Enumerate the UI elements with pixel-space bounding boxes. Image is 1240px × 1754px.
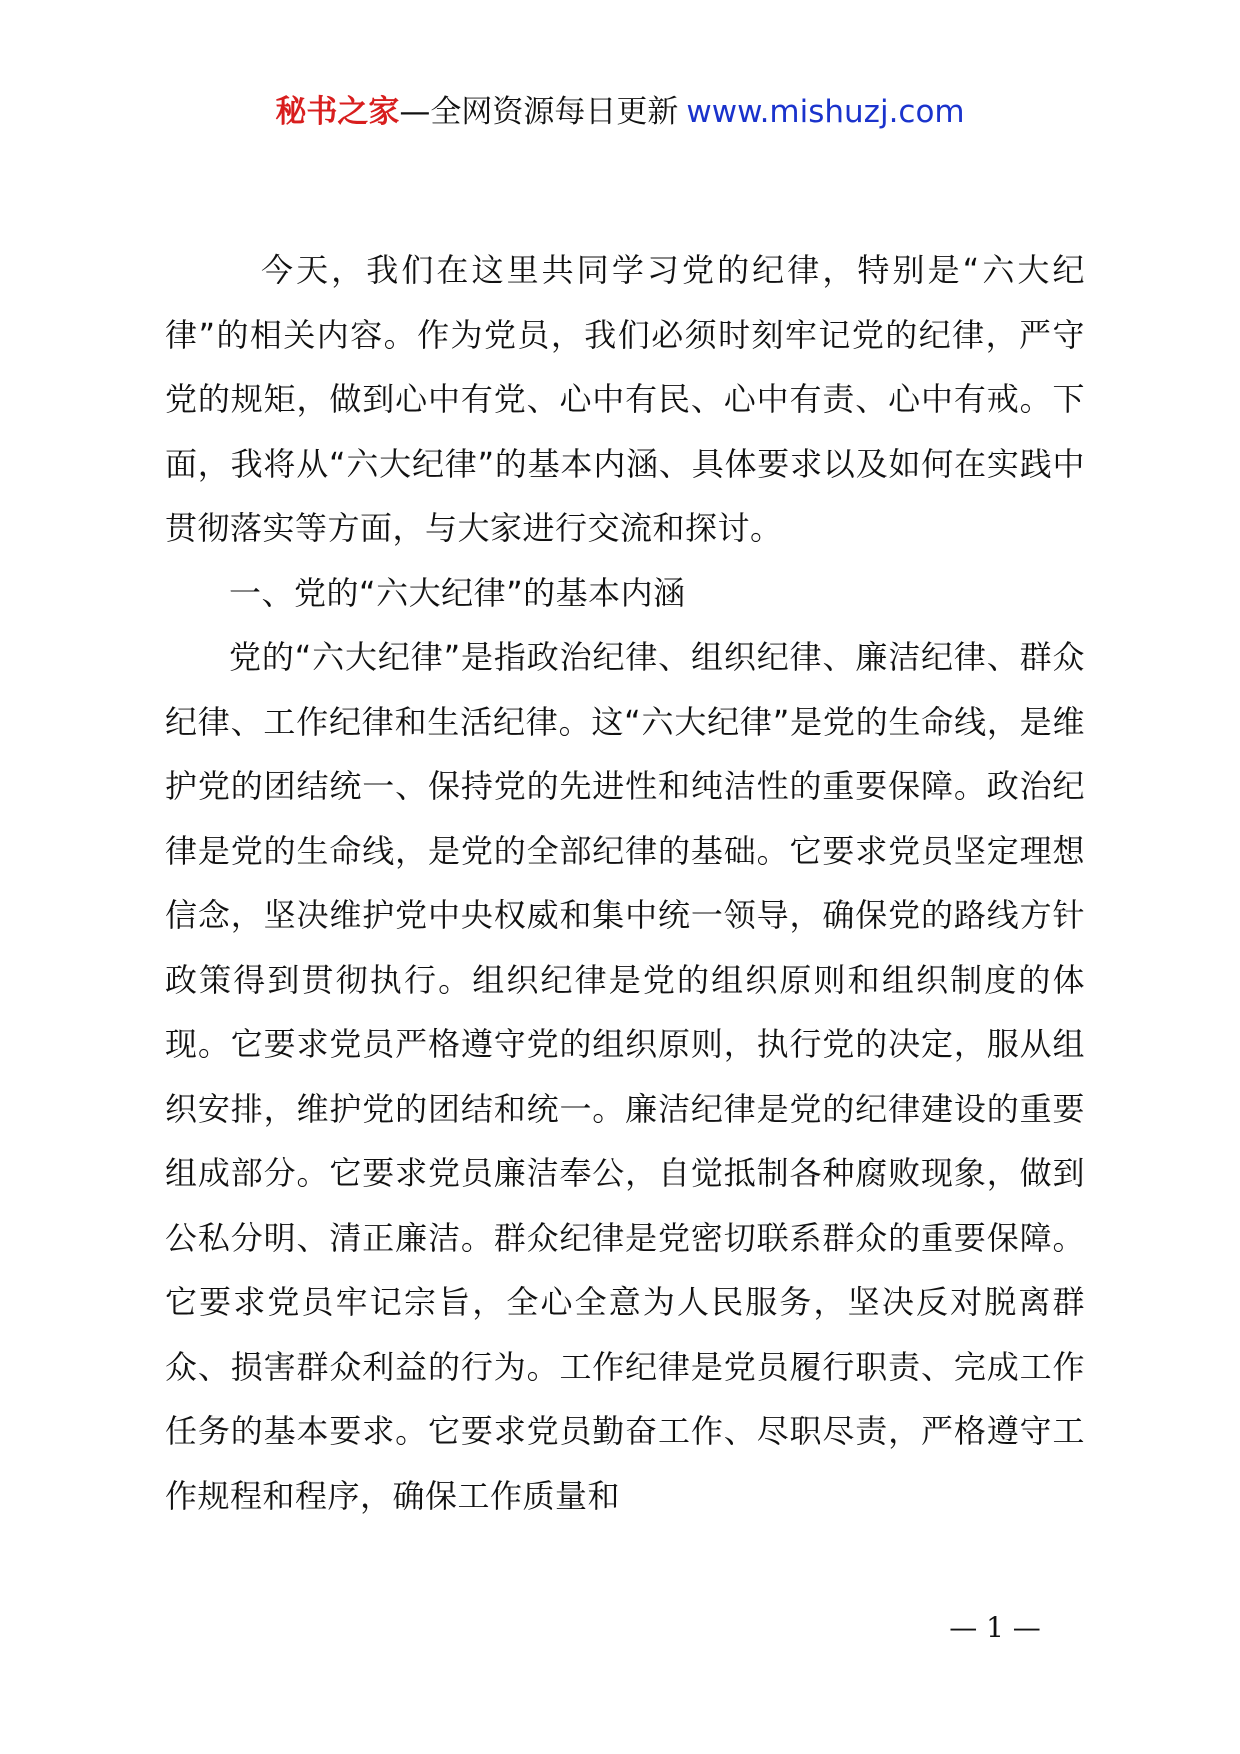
- body-paragraph: 党的“六大纪律”是指政治纪律、组织纪律、廉洁纪律、群众纪律、工作纪律和生活纪律。这“六大纪律”是党的生命线，是维护党的团结统一、保持党的先进性和纯洁性的重要保障。政治纪律是党的生命线，是党的全部纪律的基础。它要求党员坚定理想信念，坚决维护党中央权威和集中统一领导，确保党的路线方针政策得到贯彻执行。组织纪律是党的组织原则和组织制度的体现。它要求党员严格遵守党的组织原则，执行党的决定，服从组织安排，维护党的团结和统一。廉洁纪律是党的纪律建设的重要组成部分。它要求党员廉洁奉公，自觉抵制各种腐败现象，做到公私分明、清正廉洁。群众纪律是党密切联系群众的重要保障。它要求党员牢记宗旨，全心全意为人民服务，坚决反对脱离群众、损害群众利益的行为。工作纪律是党员履行职责、完成工作任务的基本要求。它要求党员勤奋工作、尽职尽责，严格遵守工作规程和程序，确保工作质量和: [165, 638, 1085, 1515]
- page-number: — 1 —: [949, 1611, 1041, 1644]
- header-tagline: —全网资源每日更新: [399, 94, 679, 130]
- page-header: [0, 92, 1240, 132]
- section-heading: 一、党的“六大纪律”的基本内涵: [229, 573, 686, 612]
- intro-paragraph: 今天，我们在这里共同学习党的纪律，特别是“六大纪律”的相关内容。作为党员，我们必须时刻牢记党的纪律，严守党的规矩，做到心中有党、心中有民、心中有责、心中有戒。下面，我将从“六大纪律”的基本内涵、具体要求以及如何在实践中贯彻落实等方面，与大家进行交流和探讨。: [165, 251, 1085, 547]
- brand-name: 秘书之家: [275, 94, 400, 130]
- site-url-link[interactable]: www.mishuzj.com: [686, 94, 965, 130]
- document-body: [165, 238, 1085, 1528]
